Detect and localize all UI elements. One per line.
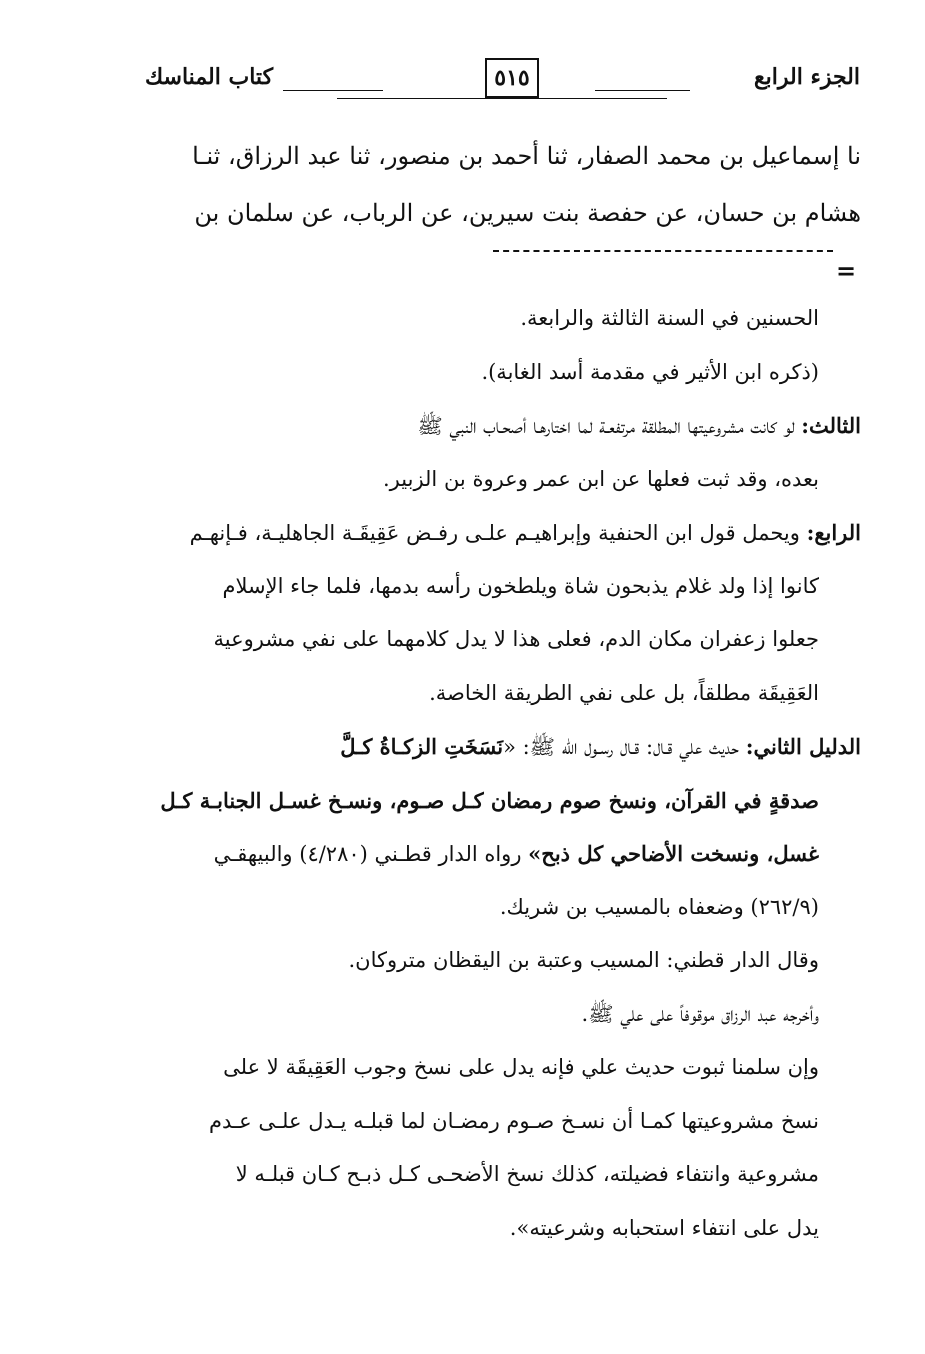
evidence-line-3 <box>145 827 861 881</box>
header-rule-left <box>283 90 383 91</box>
fourth-point-text-1: ويحمل قول ابن الحنفية وإبراهيـم علـى رفـض عَقِيقَـة الجاهليـة، فـإنهـم <box>189 521 800 545</box>
footnote-line-1: الحسنين في السنة الثالثة والرابعة. <box>520 306 819 330</box>
fourth-point-line-4: العَقِيقَة مطلقاً، بل على نفي الطريقة الخاصة. <box>429 680 819 705</box>
footnote-separator <box>493 250 833 252</box>
conclusion-line-3: مشروعية وانتفاء فضيلته، كذلك نسخ الأضحـى كـل ذبـح كـان قبلـه لا <box>235 1162 819 1186</box>
abdrazzaq-line: وأخرجه عبد الرزاق موقوفاً على علي ﷺ. <box>581 1001 819 1026</box>
evidence-line-4: (٢٦٢/٩) وضعفاه بالمسيب بن شريك. <box>499 894 819 919</box>
conclusion-line-4: يدل على انتفاء استحبابه وشرعيته». <box>509 1215 819 1240</box>
conclusion-line-2: نسخ مشروعيتها كمـا أن نسـخ صـوم رمضـان لما قبلـه يـدل علـى عـدم <box>209 1108 819 1133</box>
header-rule-right <box>595 90 690 91</box>
header-volume: الجزء الرابع <box>753 64 860 90</box>
main-line-1: نا إسماعيل بن محمد الصفار، ثنا أحمد بن منصور، ثنا عبد الرزاق، ثنـا <box>192 142 861 170</box>
main-line-2: هشام بن حسان، عن حفصة بنت سيرين، عن الرباب، عن سلمان بن <box>194 199 861 227</box>
footnote-line-2: (ذكره ابن الأثير في مقدمة أسد الغابة). <box>481 359 819 384</box>
fourth-point-label: الرابع: <box>806 520 861 545</box>
evidence-line-2: صدقةٍ في القرآن، ونسخ صوم رمضان كـل صـوم، ونسـخ غسـل الجنابـة كـل <box>160 787 819 813</box>
page-number-box <box>485 58 539 98</box>
header-book: كتاب المناسك <box>145 64 274 90</box>
third-point-text-1: لو كانت مشروعيتها المطلقة مرتفعـة لما اختارهـا أصحـاب النبي ﷺ <box>417 414 795 438</box>
evidence-quote-start: نَسَخَتِ الزكـاةُ كـلَّ <box>340 734 504 759</box>
evidence-quote-end: غسل، ونسخت الأضاحي كل ذبح» <box>528 841 819 866</box>
page-number: ٥١٥ <box>494 65 530 91</box>
third-point-label: الثالث: <box>801 413 861 438</box>
evidence-citation: رواه الدار قطـني (٤/٢٨٠) والبيهقـي <box>213 842 529 866</box>
running-header <box>145 62 860 106</box>
fourth-point-line-1 <box>145 506 861 560</box>
header-baseline <box>337 98 667 99</box>
third-point-line-1 <box>145 399 861 453</box>
continuation-mark: = <box>836 256 857 285</box>
fourth-point-line-2: كانوا إذا ولد غلام يذبحون شاة ويلطخون رأسه بدمها، فلما جاء الإسلام <box>222 573 819 598</box>
fourth-point-line-3: جعلوا زعفران مكان الدم، فعلى هذا لا يدل كلامهما على نفي مشروعية <box>213 627 819 651</box>
daraqutni-line: وقال الدار قطني: المسيب وعتبة بن اليقظان متروكان. <box>348 948 819 972</box>
evidence-label: الدليل الثاني: <box>745 734 861 759</box>
third-point-line-2: بعده، وقد ثبت فعلها عن ابن عمر وعروة بن الزبير. <box>383 466 819 491</box>
main-text-block <box>145 128 861 242</box>
conclusion-line-1: وإن سلمنا ثبوت حديث علي فإنه يدل على نسخ وجوب العَقِيقَة لا على <box>223 1055 819 1079</box>
evidence-line-1 <box>145 720 861 774</box>
body-text <box>145 292 861 1255</box>
evidence-intro: حديث علي قـال: قـال رسـول الله ﷺ: « <box>503 735 740 759</box>
